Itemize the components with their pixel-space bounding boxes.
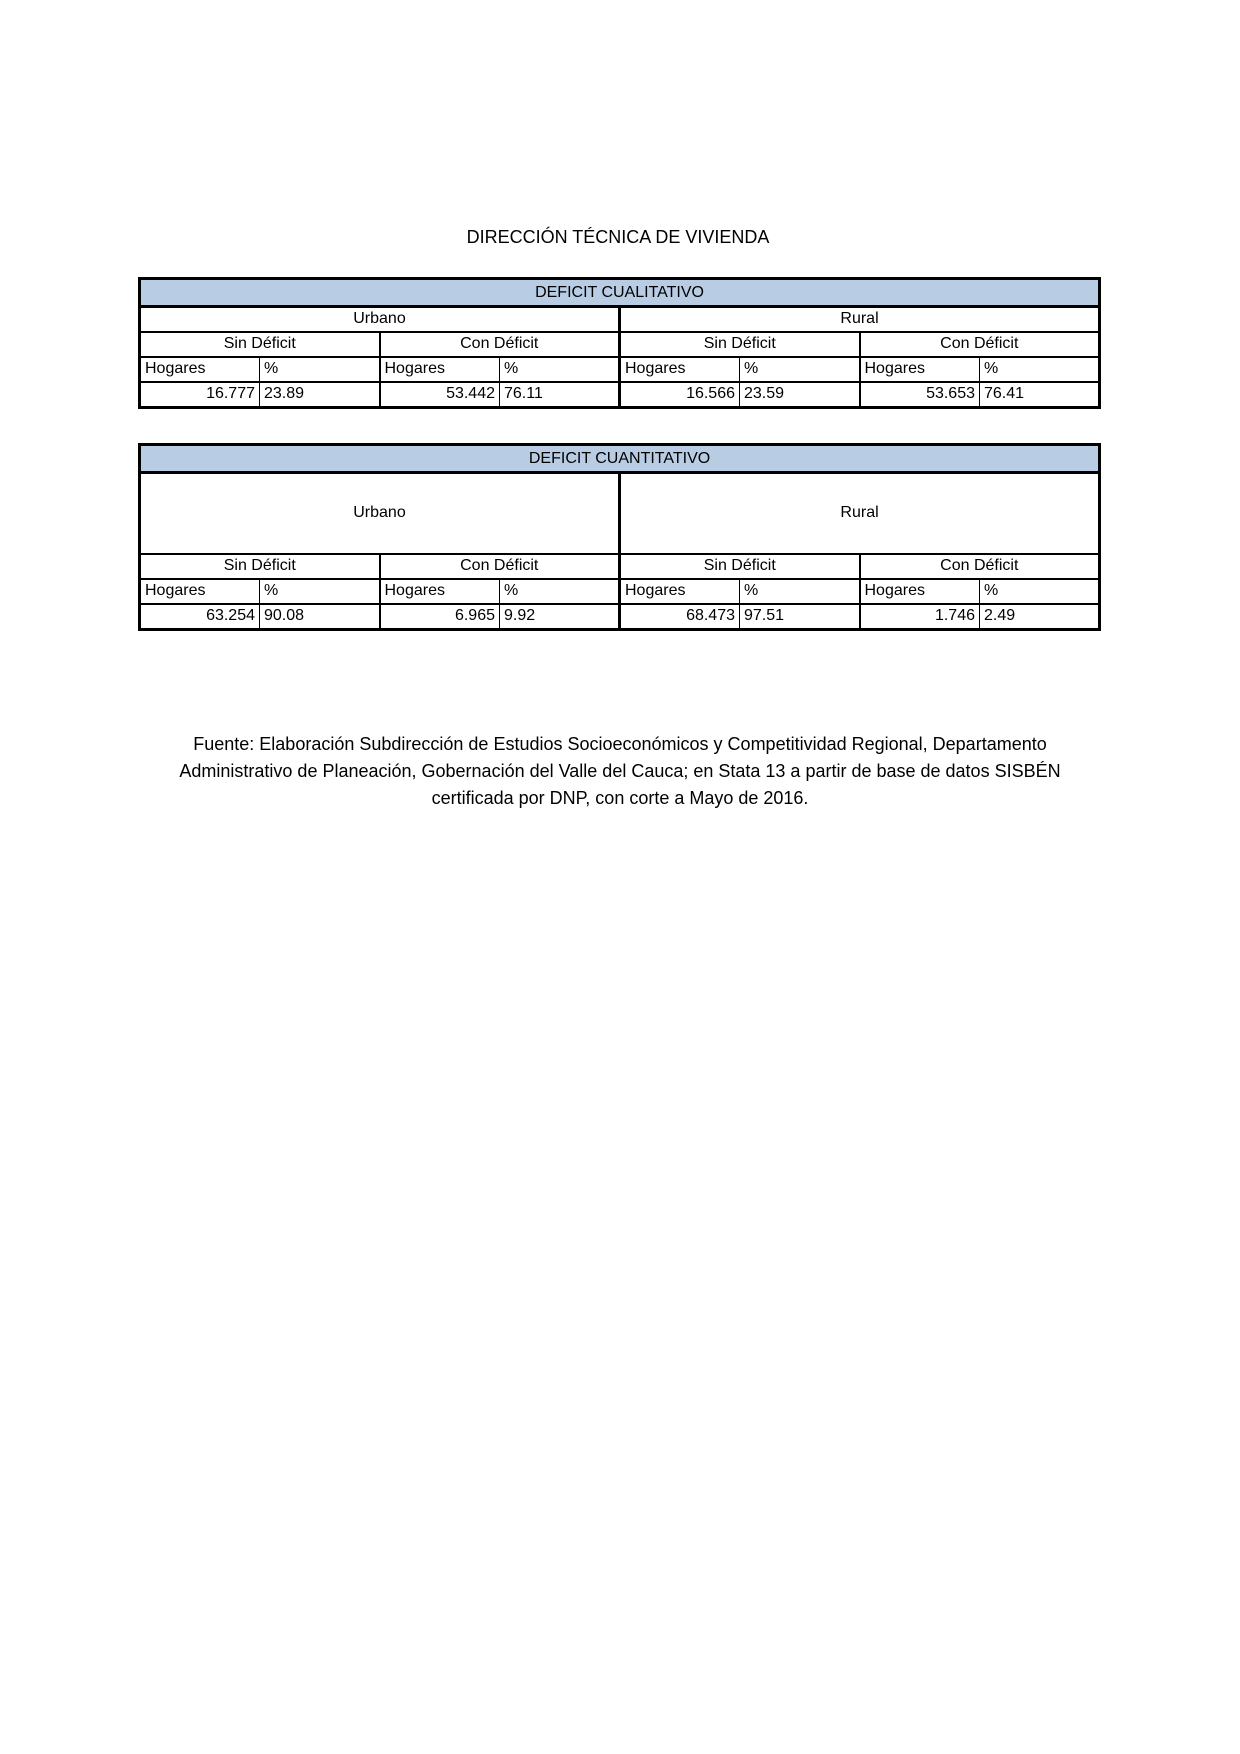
column-header-row	[140, 579, 1100, 604]
value-cell: 9.92	[500, 604, 620, 630]
col-header-hogares: Hogares	[140, 579, 260, 604]
group-header-row	[140, 307, 1100, 332]
col-header-pct: %	[500, 357, 620, 382]
deficit-cuantitativo-table-container	[138, 443, 1101, 631]
col-header-pct: %	[980, 357, 1100, 382]
subgroup-con-deficit-urbano: Con Déficit	[380, 332, 620, 357]
source-note-line: Fuente: Elaboración Subdirección de Estudios Socioeconómicos y Competitividad Regional, Departamento	[193, 734, 1047, 754]
col-header-hogares: Hogares	[860, 579, 980, 604]
table-header-row	[140, 279, 1100, 307]
group-header-rural: Rural	[620, 473, 1100, 554]
group-header-urbano: Urbano	[140, 473, 620, 554]
value-cell: 68.473	[620, 604, 740, 630]
page-title: DIRECCIÓN TÉCNICA DE VIVIENDA	[466, 227, 770, 247]
value-cell: 16.566	[620, 382, 740, 408]
subgroup-sin-deficit-rural: Sin Déficit	[620, 554, 860, 579]
value-cell: 53.653	[860, 382, 980, 408]
data-row	[140, 604, 1100, 630]
data-row	[140, 382, 1100, 408]
col-header-hogares: Hogares	[380, 579, 500, 604]
value-cell: 23.89	[260, 382, 380, 408]
table-header-row	[140, 445, 1100, 473]
col-header-hogares: Hogares	[140, 357, 260, 382]
col-header-pct: %	[500, 579, 620, 604]
source-note	[70, 731, 1170, 812]
value-cell: 23.59	[740, 382, 860, 408]
subgroup-sin-deficit-urbano: Sin Déficit	[140, 332, 380, 357]
col-header-hogares: Hogares	[620, 579, 740, 604]
value-cell: 16.777	[140, 382, 260, 408]
col-header-pct: %	[260, 579, 380, 604]
source-note-line: Administrativo de Planeación, Gobernación del Valle del Cauca; en Stata 13 a partir de base de datos SISBÉN	[179, 761, 1061, 781]
value-cell: 90.08	[260, 604, 380, 630]
deficit-cualitativo-table-container	[138, 277, 1101, 409]
subgroup-sin-deficit-urbano: Sin Déficit	[140, 554, 380, 579]
subgroup-con-deficit-urbano: Con Déficit	[380, 554, 620, 579]
column-header-row	[140, 357, 1100, 382]
subgroup-header-row	[140, 554, 1100, 579]
value-cell: 76.41	[980, 382, 1100, 408]
value-cell: 1.746	[860, 604, 980, 630]
subgroup-header-row	[140, 332, 1100, 357]
col-header-pct: %	[740, 579, 860, 604]
col-header-hogares: Hogares	[380, 357, 500, 382]
col-header-hogares: Hogares	[860, 357, 980, 382]
value-cell: 53.442	[380, 382, 500, 408]
group-header-row	[140, 473, 1100, 554]
subgroup-con-deficit-rural: Con Déficit	[860, 332, 1100, 357]
group-header-urbano: Urbano	[140, 307, 620, 332]
subgroup-con-deficit-rural: Con Déficit	[860, 554, 1100, 579]
source-note-line: certificada por DNP, con corte a Mayo de 2016.	[431, 788, 809, 808]
value-cell: 63.254	[140, 604, 260, 630]
deficit-cualitativo-table	[138, 277, 1101, 409]
col-header-pct: %	[740, 357, 860, 382]
value-cell: 6.965	[380, 604, 500, 630]
value-cell: 76.11	[500, 382, 620, 408]
col-header-pct: %	[980, 579, 1100, 604]
value-cell: 2.49	[980, 604, 1100, 630]
deficit-cuantitativo-table	[138, 443, 1101, 631]
group-header-rural: Rural	[620, 307, 1100, 332]
col-header-pct: %	[260, 357, 380, 382]
table-title: DEFICIT CUALITATIVO	[140, 279, 1100, 307]
value-cell: 97.51	[740, 604, 860, 630]
col-header-hogares: Hogares	[620, 357, 740, 382]
table-title: DEFICIT CUANTITATIVO	[140, 445, 1100, 473]
subgroup-sin-deficit-rural: Sin Déficit	[620, 332, 860, 357]
